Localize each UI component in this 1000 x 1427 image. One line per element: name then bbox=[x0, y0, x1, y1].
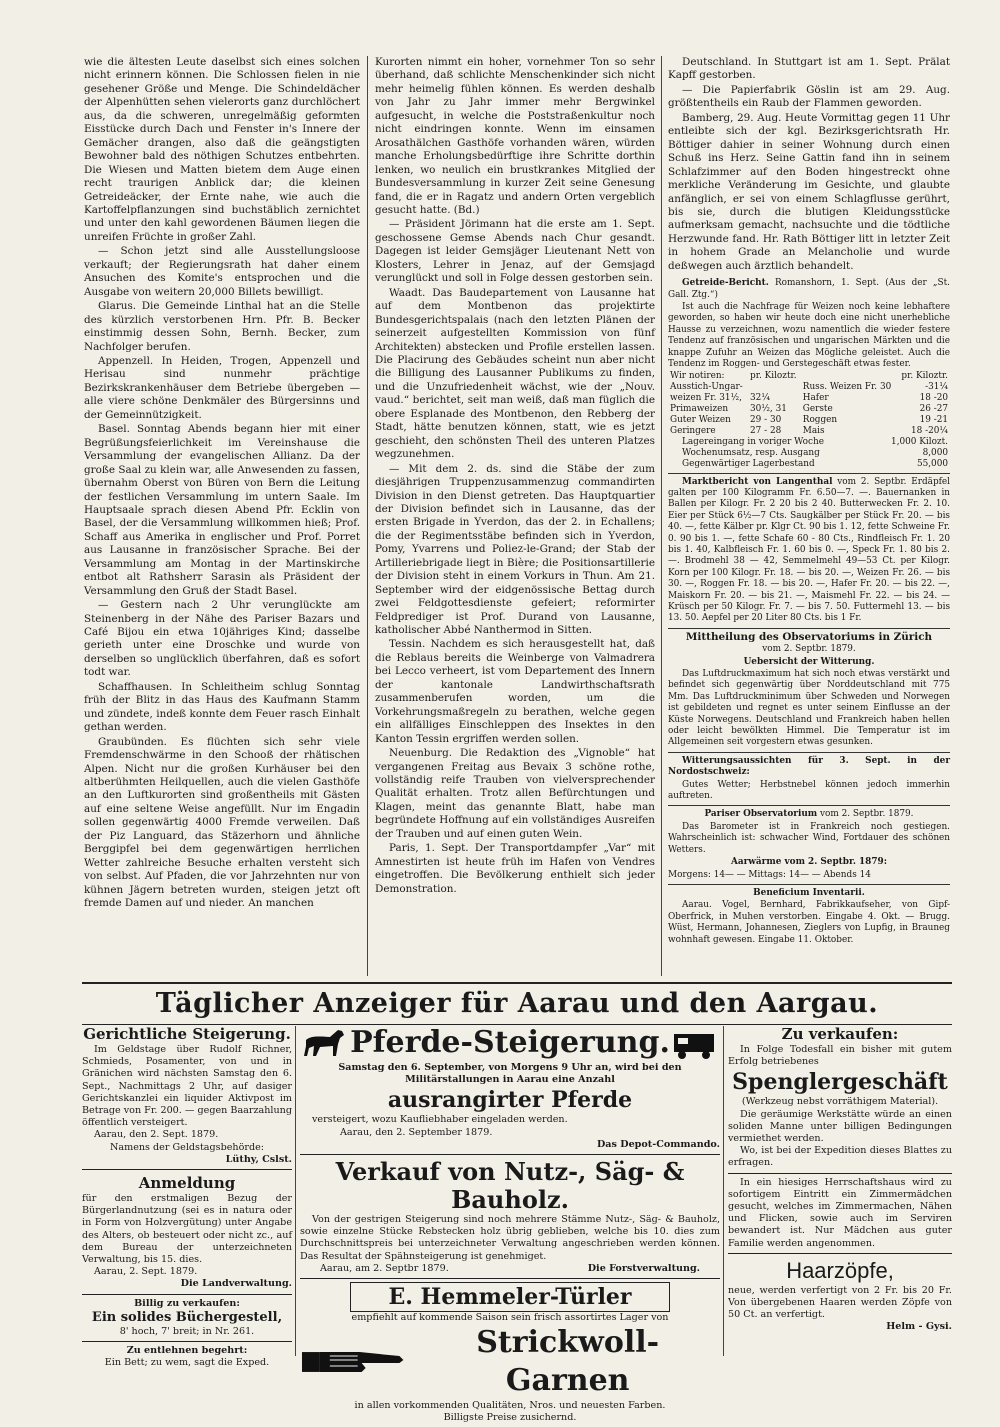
table-cell: 27 - 28 bbox=[750, 425, 782, 436]
inventory-heading: Beneficium Inventarii. bbox=[753, 887, 865, 898]
col2-para-1: — Präsident Jörimann hat die erste am 1. Sept. geschossene Gemse Abends nach Chur gesandt. Dagegen ist leider Gemsjäger Lieutenant Nett von Klosters, Lehrer in Jenaz, auf der Gemsjagd verunglückt und soll in Folge dessen gestorben sein. bbox=[375, 218, 655, 285]
ad-text: Samstag den 6. September, von Morgens 9 Uhr an, wird bei den Militärstallungen in Aarau eine Anzahl bbox=[338, 1062, 682, 1086]
table-cell: Mais bbox=[802, 425, 825, 436]
table-cell: pr. Kiloztr. bbox=[750, 370, 797, 381]
ad-text: empfiehlt auf kommende Saison sein frisch assortirtes Lager von bbox=[351, 1312, 669, 1324]
table-row bbox=[668, 415, 950, 426]
ad-zu-verkaufen bbox=[728, 1024, 952, 1174]
ad-haarzoepfe bbox=[728, 1257, 952, 1334]
ad-text: Ein Bett; zu wem, sagt die Exped. bbox=[104, 1357, 270, 1369]
table-row bbox=[668, 437, 950, 448]
table-cell: 19 -21 bbox=[919, 414, 948, 425]
ad-text: In ein hiesiges Herrschaftshaus wird zu sofortigem Eintritt ein Zimmermädchen gesucht, welches im Zimmermachen, Nähen und Flicken, sowie auch im Serviren bewandert ist. Nur Mädchen aus guter Familie werden angenommen. bbox=[728, 1176, 952, 1249]
ad-title: E. Hemmeler-Türler bbox=[350, 1282, 670, 1312]
table-row bbox=[668, 448, 950, 459]
table-cell: Russ. Weizen Fr. 30 bbox=[802, 381, 892, 392]
table-cell: 29 - 30 bbox=[750, 414, 782, 425]
col1-para-2: Glarus. Die Gemeinde Linthal hat an die Stelle des kürzlich verstorbenen Hrn. Pfr. B. Becker einstimmig dessen Sohn, Bernh. Becker, zum Nachfolger berufen. bbox=[84, 300, 360, 353]
ad-text: (Werkzeug nebst vorräthigem Material). bbox=[741, 1096, 939, 1108]
market-text: vom 2. Septbr. Erdäpfel galten per 100 Kilogramm Fr. 6.50—7. —. Bauernanken in Ballen per Kilogr. Fr. 2 20 bis 2 40. Butterwecken Fr. 2. 10. Eier per Stück 6½—7 Cts. Saugkälber per Stück Fr. 20. — bis 40. —, fette Kälber pr. Klgr Ct. 90 bis 1. 12, fette Schweine Fr. 0. 90 bis 1. —, fette Schafe 60 - 80 Cts., Rindfleisch Fr. 1. 20 bis 1. 40, Kalbfleisch Fr. 1. 60 bis 0. —, Speck Fr. 1. 80 bis 2. —. Brodmehl 38 — 42, Semmelmehl 49—53 Ct. per Kilogr. Korn per 100 Kilogr. Fr. 18. — bis 20. —, Weizen Fr. 26. — bis 30. —, Roggen Fr. 18. — bis 20. —, Hafer Fr. 20. — bis 22. —, Maiskorn Fr. 20. — bis 21. —, Maismehl Fr. 22. — bis 24. — Krüsch per 50 Kilogr. Fr. 7. — bis 7. 50. Futtermehl 13. — bis 13. 50. Aepfel per 20 Liter 80 Cts. bis 1 Fr. bbox=[668, 476, 950, 624]
ad-signature: Die Forstverwaltung. bbox=[587, 1262, 700, 1274]
ad-text: Billig zu verkaufen: bbox=[134, 1297, 240, 1309]
column-rule bbox=[367, 56, 368, 976]
grain-report bbox=[668, 278, 950, 469]
table-cell: Wir notiren: bbox=[670, 370, 725, 381]
table-cell: Lagereingang in voriger Woche bbox=[682, 436, 824, 447]
col2-para-3: — Mit dem 2. ds. sind die Stäbe der zum diesjährigen Truppenzusammenzug commandirten Division in den Dienst getreten. Das Hauptquartier der Division befindet sich in Lausanne, das der ersten Brigade in Yverdon, das der 2. in Echallens; die der Regimentsstäbe befinden sich in Yverdon, Pomy, Yvarrens und Poliez-le-Grand; der Stab der Artilleriebrigade liegt in Bière; die Positionsartillerie der Division steht in einem Vorkurs in Thun. Am 21. September wird der eidgenössische Bettag durch zwei Feldgottesdienste gefeiert; reformirter Feldprediger ist Prof. Durand von Lausanne, katholischer Abbé Nanthermod in Sitten. bbox=[375, 462, 655, 637]
ad-date: Aarau, am 2. Septbr 1879. bbox=[320, 1262, 449, 1274]
observatory-sub: Uebersicht der Witterung. bbox=[743, 656, 875, 667]
table-cell: Primaweizen bbox=[670, 403, 729, 414]
col3-para-0: Deutschland. In Stuttgart ist am 1. Sept. Prälat Kapff gestorben. bbox=[668, 56, 950, 82]
ads-left-column bbox=[82, 1024, 292, 1369]
ad-title: Zu verkaufen: bbox=[781, 1025, 899, 1043]
column-rule bbox=[723, 1026, 724, 1356]
ad-title: ausrangirter Pferde bbox=[387, 1087, 633, 1114]
column-rule bbox=[295, 1026, 296, 1356]
pointing-hand-icon bbox=[300, 1344, 409, 1380]
forecast-heading: Witterungsaussichten für 3. Sept. in der Nordostschweiz: bbox=[668, 755, 950, 778]
divider bbox=[668, 628, 950, 629]
ad-title: Spenglergeschäft bbox=[732, 1069, 948, 1096]
col1-para-0: wie die ältesten Leute daselbst sich eines solchen nicht erinnern können. Die Schlossen fielen in nie gesehener Größe und Menge. Die Schindeldächer der Alpenhütten sehen vielerorts ganz durchlöchert aus, da die schweren, unregelmäßig geformten Eisstücke durch Dach und Fenster in's Innere der Gemächer drangen, also daß die geängstigten Bewohner bald des nöthigen Schutzes entbehrten. Die Wiesen und Matten bietem dem Auge einen recht traurigen Anblick dar; die kleinen Getreideäcker, der Ernte nahe, wie auch die Kartoffelpflanzungen sind buchstäblich zernichtet und unter den kahl gewordenen Bäumen liegen die unreifen Früchte in großer Zahl. bbox=[84, 56, 360, 243]
forecast-text: Gutes Wetter; Herbstnebel können jedoch immerhin auftreten. bbox=[668, 779, 950, 802]
aarau-temp-values: Morgens: 14— — Mittags: 14— — Abends 14 bbox=[668, 869, 871, 880]
market-heading: Marktbericht von Langenthal bbox=[682, 476, 833, 487]
column-3 bbox=[668, 56, 950, 946]
observatory-date: vom 2. Septbr. 1879. bbox=[762, 644, 856, 655]
col2-para-0: Kurorten nimmt ein hoher, vornehmer Ton so sehr überhand, daß schlichte Menschenkinder sich nicht mehr heimelig fühlen können. Es werden deshalb von Jahr zu Jahr immer mehr Bergwinkel aufgesucht, in welche die Poststraßenkultur noch nicht eindringen konnte. Wenn im einsamen Arosathälchen Gasthöfe vorhanden wären, würden manche Erholungsbedürftige ihre Schritte dorthin lenken, wo neulich ein brustkrankes Mitglied der Bundesversammlung in kurzer Zeit seine Genesung fand, die er in Ragatz und andern Orten vergeblich gesucht hatte. (Bd.) bbox=[375, 56, 655, 216]
table-cell bbox=[801, 371, 897, 382]
ad-title: Verkauf von Nutz-, Säg- & Bauholz. bbox=[335, 1157, 685, 1215]
table-cell: 18 -20¼ bbox=[910, 425, 948, 436]
col1-para-5: — Gestern nach 2 Uhr verunglückte am Steinenberg in der Nähe des Pariser Bazars und Café Bijou ein etwa 10jähriges Kind; dasselbe gerieth unter eine Droschke und wurde von derselben so unglücklich überfahren, daß es sofort todt war. bbox=[84, 599, 360, 679]
ad-text: Wo, ist bei der Expedition dieses Blattes zu erfragen. bbox=[728, 1145, 952, 1169]
ad-entlehnen bbox=[82, 1345, 292, 1369]
paris-text: Das Barometer ist in Frankreich noch gestiegen. Wahrscheinlich ist: schwacher Wind, Fortdauer des schönen Wetters. bbox=[668, 821, 950, 855]
ad-hemmeler bbox=[300, 1282, 720, 1425]
table-cell: Gegenwärtiger Lagerbestand bbox=[682, 458, 815, 469]
ad-text: Zu entlehnen begehrt: bbox=[126, 1345, 248, 1357]
ad-pferde-steigerung bbox=[300, 1024, 720, 1155]
ad-title: Haarzöpfe, bbox=[786, 1257, 894, 1283]
ad-signature: Die Landverwaltung. bbox=[180, 1278, 292, 1290]
table-cell: -31¼ bbox=[925, 381, 948, 392]
horse-icon bbox=[300, 1026, 350, 1060]
ad-title: Gerichtliche Steigerung. bbox=[83, 1025, 291, 1043]
ad-text: In Folge Todesfall ein bisher mit gutem Erfolg betriebenes bbox=[728, 1044, 952, 1068]
paris-heading: Pariser Observatorium bbox=[704, 809, 818, 820]
ad-text: Von der gestrigen Steigerung sind noch mehrere Stämme Nutz-, Säg- & Bauholz, sowie einzelne Stücke Rebstecken holz übrig geblieben, welche bis 10. dies zum Durchschnittspreis bei unterzeichneter Verwaltung angeschrieben werden können. Das Resultat der Spähnsteigerung ist genehmiget. bbox=[300, 1214, 720, 1262]
observatory-report bbox=[668, 632, 950, 946]
col2-para-2: Waadt. Das Baudepartement von Lausanne hat auf dem Montbenon das projektirte Bundesgerichtspalais (nach den letzten Plänen der seinerzeit aufgestellten Kommission von fünf Architekten) abstecken und Profile erstellen lassen. Die Placirung des Gebäudes scheint nun aber nicht die Billigung des Lausanner Publikums zu finden, und die Unzufriedenheit wächst, wie der „Nouv. vaud.“ berichtet, seit man weiß, daß man füglich die obere Esplanade des Montbenon, den Rebberg der Stadt, hätte benutzen können, statt, wie es jetzt geschieht, den schönsten Theil des unteren Platzes wegzunehmen. bbox=[375, 286, 655, 461]
grain-place: Romanshorn, 1. Sept. bbox=[774, 278, 880, 289]
column-1 bbox=[84, 56, 360, 911]
ad-text: neue, werden verfertigt von 2 Fr. bis 20 Fr. Von übergebenen Haaren werden Zöpfe von 50 Ct. an verfertigt. bbox=[728, 1284, 952, 1321]
table-cell: 55,000 bbox=[916, 458, 948, 469]
ad-signature: Helm - Gysi. bbox=[886, 1321, 952, 1333]
table-cell: 30½, 31 bbox=[750, 403, 787, 414]
ad-signature: Das Depot-Commando. bbox=[596, 1138, 720, 1150]
col2-para-5: Neuenburg. Die Redaktion des „Vignoble“ hat vergangenen Freitag aus Bevaix 3 schöne rothe, vollständig reife Trauben von vielversprechender Qualität erhalten. Trotz allen Befürchtungen und Klagen, meint das genannte Blatt, habe man begründete Hoffnung auf ein vollständiges Ausreifen der Trauben und auf einen guten Wein. bbox=[375, 747, 655, 840]
grain-stock-table bbox=[668, 437, 950, 470]
observatory-text: Das Luftdruckmaximum hat sich noch etwas verstärkt und befindet sich gegenwärtig über Norddeutschland mit 775 Mm. Das Luftdruckminimum über Schweden und Norwegen ist gebildeten und regnet es unter seinem Einflusse an der Küste Norwegens. Deutschland und Frankreich haben hellen oder leicht bewölkten Himmel. Die Temperatur ist im Allgemeinen seit vorgestern etwas gesunken. bbox=[668, 669, 950, 748]
ad-date: Aarau, 2. Sept. 1879. bbox=[94, 1266, 198, 1278]
ad-date: Aarau, den 2. Sept. 1879. bbox=[94, 1129, 219, 1141]
col3-para-2: Bamberg, 29. Aug. Heute Vormittag gegen 11 Uhr entleibte sich der kgl. Bezirksgerichtsrath Hr. Böttiger dahier in seiner Wohnung durch einen Schuß ins Herz. Seine Gattin fand ihn in seinem Schlafzimmer auf den Boden hingestreckt ohne merkliche Veränderung im Gesichte, und glaubte anfänglich, er sei von einem Schlagflusse gerührt, bis sie, durch die blutigen Kleidungsstücke aufmerksam gemacht, nachsuchte und die tödtliche Herzwunde fand. Hr. Rath Böttiger litt in letzter Zeit in hohem Grade an Melancholie und wurde deßwegen auch ärztlich behandelt. bbox=[668, 111, 950, 272]
saddle-icon bbox=[670, 1026, 720, 1060]
table-cell: Wochenumsatz, resp. Ausgang bbox=[682, 447, 820, 458]
ad-signature: Lüthy, Cslst. bbox=[225, 1153, 292, 1165]
ad-gerichtliche-steigerung bbox=[82, 1024, 292, 1170]
divider bbox=[668, 473, 950, 474]
col1-para-1: — Schon jetzt sind alle Ausstellungsloose verkauft; der Regierungsrath hat daher einem Ansuchen des Komite's entsprochen und die Ausgabe von weitern 20,000 Billets bewilligt. bbox=[84, 245, 360, 298]
ad-text: Im Geldstage über Rudolf Richner, Schmieds, Posamenter, von und in Gränichen wird nächsten Samstag den 6. Sept., Nachmittags 2 Uhr, auf dasiger Gerichtskanzlei ein liquider Aktivpost im Betrage von Fr. 200. — gegen Baarzahlung öffentlich versteigert. bbox=[82, 1044, 292, 1129]
advertiser-banner: Täglicher Anzeiger für Aarau und den Aargau. bbox=[82, 982, 952, 1025]
ad-signature: Namens der Geldstagsbehörde: bbox=[109, 1141, 265, 1153]
table-cell: Geringere bbox=[670, 425, 716, 436]
table-cell: 1,000 Kilozt. bbox=[891, 436, 948, 447]
ad-title: Ein solides Büchergestell, bbox=[91, 1309, 283, 1325]
table-row bbox=[668, 371, 950, 382]
aarau-temp-heading: Aarwärme vom 2. Septbr. 1879: bbox=[730, 857, 887, 868]
grain-text: Ist auch die Nachfrage für Weizen noch keine lebhaftere geworden, so haben wir heute doch eine nicht unerhebliche Hausse zu verzeichnen, wozu namentlich die wieder festere Tendenz auf französischen und ungarischen Märkten und die knappe Zufuhr an Weizen das Mögliche geleistet. Auch die Tendenz im Roggen- und Gerstegeschäft etwas fester. bbox=[668, 302, 950, 370]
ads-middle-column bbox=[300, 1024, 720, 1425]
column-rule bbox=[661, 56, 662, 976]
table-cell: 32¼ bbox=[750, 392, 770, 403]
table-cell bbox=[748, 382, 801, 393]
col1-para-3: Appenzell. In Heiden, Trogen, Appenzell und Herisau sind nunmehr prächtige Bezirkskrankenhäuser dem Betriebe übergeben — alle viere schöne Denkmäler des Bürgersinns und der Gemeinnützigkeit. bbox=[84, 354, 360, 421]
ad-title: Anmeldung bbox=[138, 1174, 236, 1193]
observatory-heading: Mittheilung des Observatoriums in Zürich bbox=[685, 630, 933, 643]
inventory-text: Aarau. Vogel, Bernhard, Fabrikkaufseher, von Gipf-Oberfrick, in Muhen verstorben. Eingabe 4. Okt. — Brugg. Wüst, Hermann, Johannesen, Zieglers von Lupfig, in Brauneg wohnhaft gewesen. Eingabe 11. Oktober. bbox=[668, 900, 950, 945]
table-row bbox=[668, 459, 950, 470]
ad-title: Strickwoll-Garnen bbox=[476, 1325, 660, 1399]
ad-title: Pferde-Steigerung. bbox=[350, 1025, 670, 1060]
col1-para-7: Graubünden. Es flüchten sich sehr viele Fremdenschwärme in den Schooß der rhätischen Alpen. Nicht nur die großen Kurhäuser bei den altberühmten Heilquellen, auch die vielen Gasthöfe an den Luftkurorten sind großentheils mit Gästen auf eine seltene Weise angefüllt. Nur im Engadin sollen gegenwärtig 4000 Fremde verweilen. Daß der Piz Languard, das Stäzerhorn und ähnliche Berggipfel bei dem gegenwärtigen herrlichen Wetter zahlreiche Besuche erhalten versteht sich von selbst. Auf Pfaden, die vor Jahrzehnten nur von kühnen Jägern betreten wurden, steigen jetzt oft fremde Damen auf und nieder. An manchen bbox=[84, 735, 360, 910]
grain-source: (Aus der „St. Gall. Ztg.“) bbox=[668, 278, 950, 300]
paris-date: vom 2. Septbr. 1879. bbox=[820, 809, 914, 820]
column-2 bbox=[375, 56, 655, 896]
ad-date: Aarau, den 2. September 1879. bbox=[340, 1126, 493, 1138]
col1-para-6: Schaffhausen. In Schleitheim schlug Sonntag früh der Blitz in das Haus des Kaufmann Stamm und zündete, indeß konnte dem Feuer rasch Einhalt gethan werden. bbox=[84, 680, 360, 734]
divider bbox=[668, 805, 950, 806]
table-cell: Guter Weizen bbox=[670, 414, 731, 425]
table-cell: weizen Fr. 31½, bbox=[670, 392, 742, 403]
grain-price-table bbox=[668, 371, 950, 437]
ad-holzverkauf bbox=[300, 1158, 720, 1279]
ad-text: für den erstmaligen Bezug der Bürgerlandnutzung (sei es in natura oder in Form von Holzvergütung) unter Angabe des Alters, ob besteuert oder nicht zc., auf dem Bureau der unterzeichneten Verwaltung, bis 15. dies. bbox=[82, 1193, 292, 1266]
market-report bbox=[668, 477, 950, 625]
ad-anmeldung bbox=[82, 1173, 292, 1295]
table-row bbox=[668, 393, 950, 404]
divider bbox=[668, 884, 950, 885]
col3-para-1: — Die Papierfabrik Göslin ist am 29. Aug. größtentheils ein Raub der Flammen geworden. bbox=[668, 83, 950, 110]
table-cell: 26 -27 bbox=[919, 403, 948, 414]
table-cell: pr. Kiloztr. bbox=[901, 370, 948, 381]
divider bbox=[668, 752, 950, 753]
ads-right-column bbox=[728, 1024, 952, 1334]
ad-herrschaftshaus bbox=[728, 1177, 952, 1254]
ad-text: in allen vorkommenden Qualitäten, Nros. und neuesten Farben. bbox=[354, 1400, 666, 1412]
ad-text: 8' hoch, 7' breit; in Nr. 261. bbox=[119, 1325, 255, 1337]
col2-para-4: Tessin. Nachdem es sich herausgestellt hat, daß die Reblaus bereits die Weinberge von Valmadrera bei Lecco verheert, ist vom Departement des Innern der kantonale Landwirthschaftsrath zusammenberufen worden, um die Vorkehrungsmaßregeln zu berathen, welche gegen ein allfälliges Einschleppen des Insektes in den Kanton Tessin ergriffen werden sollen. bbox=[375, 638, 655, 745]
table-cell: 18 -20 bbox=[919, 392, 948, 403]
ad-text: Billigste Preise zusichernd. bbox=[443, 1412, 577, 1424]
table-cell: Ausstich-Ungar- bbox=[670, 381, 743, 392]
table-row bbox=[668, 404, 950, 415]
ad-buechergestell bbox=[82, 1298, 292, 1342]
table-cell: Hafer bbox=[802, 392, 829, 403]
col2-para-6: Paris, 1. Sept. Der Transportdampfer „Var“ mit Amnestirten ist heute früh im Hafen von Vendres eingetroffen. Die Bevölkerung enthielt sich jeder Demonstration. bbox=[375, 842, 655, 895]
table-row bbox=[668, 426, 950, 437]
col1-para-4: Basel. Sonntag Abends begann hier mit einer Begrüßungsfeierlichkeit im Vereinshause die Versammlung der evangelischen Allianz. Da der große Saal zu klein war, alle Anwesenden zu fassen, übernahm Oberst von Büren von Bern die Leitung der festlichen Versammlung im untern Saale. Im Hauptsaale sprach diesen Abend Pfr. Ecklin von Basel, der die Versammlung willkommen hieß; Prof. Schaff aus Amerika in englischer und Prof. Porret aus Lausanne in französischer Sprache. Bei der Versammlung am Montag in der Martinskirche entbot alt Rathsherr Sarasin als Präsident der Versammlung den Gruß der Stadt Basel. bbox=[84, 423, 360, 597]
table-cell: 8,000 bbox=[922, 447, 948, 458]
grain-heading: Getreide-Bericht. bbox=[682, 278, 769, 289]
ad-text: Die geräumige Werkstätte würde an einen soliden Manne unter billigen Bedingungen vermiethet werden. bbox=[728, 1108, 952, 1145]
ad-text: versteigert, wozu Kaufliebhaber eingeladen werden. bbox=[312, 1114, 568, 1126]
table-cell: Gerste bbox=[802, 403, 833, 414]
table-cell: Roggen bbox=[802, 414, 838, 425]
table-row bbox=[668, 382, 950, 393]
